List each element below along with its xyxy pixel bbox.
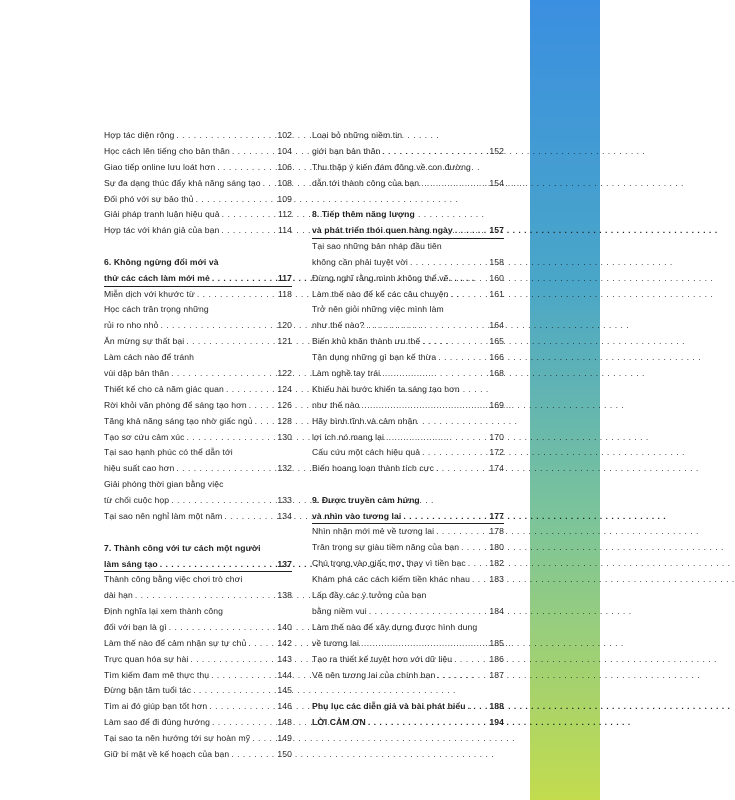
- toc-entry-text: Định nghĩa lại xem thành công: [104, 605, 223, 616]
- toc-entry-title: Tạo sơ cứu cảm xúc: [104, 431, 185, 442]
- toc-entry: [104, 668, 292, 684]
- toc-entry-title: dài hạn: [104, 590, 133, 601]
- dot-leader: [212, 715, 275, 731]
- toc-entry: [104, 176, 292, 192]
- toc-entry-title: rủi ro nho nhỏ: [104, 320, 159, 331]
- toc-entry-title: Tìm kiếm đam mê thực thụ: [104, 669, 210, 680]
- dot-leader: [368, 715, 488, 731]
- toc-page-number: 185: [489, 637, 504, 648]
- toc-entry-title: Giải pháp tranh luận hiệu quả: [104, 209, 220, 220]
- toc-entry: [104, 144, 292, 160]
- toc-entry-title: thử các cách làm mới mẻ: [104, 273, 210, 284]
- toc-page-number: 122: [277, 367, 292, 378]
- toc-page-number: 132: [277, 463, 292, 474]
- toc-entry-title: không cần phải tuyệt vời: [312, 256, 408, 267]
- toc-entry: [104, 461, 292, 477]
- chapter-title-entry: [312, 223, 504, 239]
- toc-entry: [104, 398, 292, 414]
- toc-page-number: 164: [489, 320, 504, 331]
- toc-entry: [312, 445, 504, 461]
- toc-entry: [104, 382, 292, 398]
- toc-page-number: 140: [277, 621, 292, 632]
- dot-leader: [160, 318, 275, 334]
- dot-leader: [455, 223, 488, 239]
- toc-entry: [104, 334, 292, 350]
- toc-page-number: 137: [277, 558, 292, 569]
- toc-entry: [312, 176, 504, 192]
- toc-entry: [312, 556, 504, 572]
- toc-entry: [104, 287, 292, 303]
- toc-entry-title: Làm thế nào để kể các câu chuyện: [312, 288, 449, 299]
- toc-entry: [312, 430, 504, 446]
- dot-leader: [222, 207, 276, 223]
- toc-entry: [104, 588, 292, 604]
- toc-entry-title: Khám phá các cách kiếm tiền khác nhau: [312, 574, 470, 585]
- toc-page-number: 126: [277, 399, 292, 410]
- toc-page-number: 108: [277, 177, 292, 188]
- toc-page-number: 184: [489, 605, 504, 616]
- toc-entry-title: như thế nào?: [312, 320, 365, 331]
- dot-leader: [217, 160, 275, 176]
- toc-page-number: 104: [277, 145, 292, 156]
- toc-page-number: 102: [277, 130, 292, 140]
- toc-entry: [312, 524, 504, 540]
- toc-entry-text: Hãy bình tĩnh và cảm nhận: [312, 415, 418, 426]
- toc-entry-title: Giữ bí mật về kế hoạch của bạn: [104, 748, 230, 759]
- toc-entry: [104, 207, 292, 223]
- dot-leader: [382, 366, 487, 382]
- toc-entry-title: Đừng nghĩ rằng mình không thể vẽ: [312, 272, 449, 283]
- toc-entry-title: Tạo ra thiết kế tuyệt hơn với dữ liệu: [312, 653, 453, 664]
- dot-leader: [383, 144, 488, 160]
- toc-entry-title: Tìm ai đó giúp bạn tốt hơn: [104, 701, 208, 712]
- dot-leader: [248, 636, 275, 652]
- toc-entry-title: Vẽ nên tương lai của chính bạn: [312, 669, 436, 680]
- toc-entry-text: Tại sao những bản nháp đầu tiên: [312, 240, 442, 251]
- toc-entry-title: Miễn dịch với khước từ: [104, 288, 195, 299]
- dot-leader: [252, 731, 275, 747]
- toc-page-number: 170: [489, 431, 504, 442]
- toc-page-number: 144: [277, 669, 292, 680]
- toc-entry-title: Trân trọng sự giàu tiềm năng của bạn: [312, 542, 460, 553]
- toc-page-number: 169: [489, 399, 504, 410]
- toc-page-number: 117: [277, 273, 292, 284]
- chapter-title-entry: [312, 509, 504, 525]
- chapter-title-entry: [104, 557, 292, 573]
- dot-leader: [212, 271, 276, 287]
- dot-leader: [226, 382, 275, 398]
- toc-page-number: 148: [277, 717, 292, 728]
- toc-page-number: 149: [277, 733, 292, 744]
- toc-entry: [312, 350, 504, 366]
- toc-entry-title: Biến hoang loạn thành tích cực: [312, 463, 434, 474]
- toc-page-number: 145: [277, 685, 292, 696]
- dot-leader: [454, 652, 487, 668]
- toc-page-number: 157: [489, 225, 504, 236]
- toc-entry-text: Khiếu hài hước khiến ta sáng tạo hơn: [312, 383, 460, 394]
- toc-page-number: 152: [489, 145, 504, 156]
- toc-entry-title: Phụ lục các diễn giả và bài phát biểu: [312, 701, 466, 712]
- toc-entry-title: như thế nào: [312, 399, 360, 410]
- toc-entry-title: Trực quan hóa sự hài: [104, 653, 189, 664]
- toc-page-number: 168: [489, 367, 504, 378]
- toc-entry-title: Rời khỏi văn phòng để sáng tạo hơn: [104, 399, 247, 410]
- toc-entry-title: lợi ích nó mang lại: [312, 431, 385, 442]
- toc-entry: [312, 271, 504, 287]
- dot-leader: [221, 223, 276, 239]
- toc-page-number: 187: [489, 669, 504, 680]
- toc-entry-title: và phát triển thói quen hàng ngày: [312, 225, 453, 236]
- dot-leader: [422, 334, 487, 350]
- dot-leader: [366, 318, 487, 334]
- toc-page-number: 130: [277, 431, 292, 442]
- dot-leader: [263, 176, 276, 192]
- toc-page-number: 133: [277, 495, 292, 506]
- toc-entry-title: Chú trọng vào giấc mơ, thay vì tiền bạc: [312, 558, 466, 569]
- toc-page-number: 138: [277, 590, 292, 601]
- toc-entry: [312, 334, 504, 350]
- toc-entry: [104, 430, 292, 446]
- toc-entry-text: Loại bỏ những niềm tin: [312, 130, 403, 140]
- toc-entry: [104, 223, 292, 239]
- toc-entry: [104, 318, 292, 334]
- toc-page-number: 161: [489, 288, 504, 299]
- dot-leader: [421, 176, 487, 192]
- toc-entry: [312, 668, 504, 684]
- toc-page-number: 146: [277, 701, 292, 712]
- toc-entry-title: vùi dập bản thân: [104, 367, 170, 378]
- toc-entry: [104, 192, 292, 208]
- toc-page-number: 172: [489, 447, 504, 458]
- dot-leader: [437, 668, 487, 684]
- section-gap: [312, 192, 504, 208]
- toc-entry-text: Trở nên giỏi những việc mình làm: [312, 304, 444, 315]
- toc-page-number: 188: [489, 701, 504, 712]
- section-gap: [104, 239, 292, 255]
- toc-entry: [104, 747, 292, 763]
- toc-entry: [312, 144, 504, 160]
- toc-page-number: 174: [489, 463, 504, 474]
- toc-page-number: 128: [277, 415, 292, 426]
- toc-entry-title: bằng niềm vui: [312, 605, 367, 616]
- toc-page-number: 134: [277, 510, 292, 521]
- toc-column-left: [104, 128, 292, 763]
- toc-page-number: 160: [489, 272, 504, 283]
- toc-entry-title: Hợp tác diện rộng: [104, 130, 175, 140]
- toc-entry-title: dẫn tới thành công của bạn: [312, 177, 420, 188]
- section-gap: [312, 683, 504, 699]
- toc-entry-title: Làm nghề tay trái: [312, 367, 381, 378]
- toc-entry-title: Biến khủ khăn thành ưu thế: [312, 336, 421, 347]
- dot-leader: [171, 366, 275, 382]
- chapter-heading: 8. Tiếp thêm năng lượng: [312, 209, 415, 220]
- toc-entry-title: từ chối cuộc họp: [104, 495, 170, 506]
- chapter-title-entry: [312, 715, 504, 731]
- section-gap: [104, 525, 292, 541]
- dot-leader: [472, 572, 487, 588]
- toc-entry-title: Học cách lên tiếng cho bản thân: [104, 145, 230, 156]
- toc-entry-title: Hợp tác với khán giả của bạn: [104, 225, 220, 236]
- toc-entry-title: Tại sao ta nên hướng tới sự hoàn mỹ: [104, 733, 251, 744]
- toc-page-number: 112: [278, 209, 292, 220]
- toc-entry-title: và nhìn vào tương lai: [312, 510, 402, 521]
- toc-entry-title: giới hạn bản thân: [312, 145, 381, 156]
- dot-leader: [171, 493, 275, 509]
- toc-entry-title: Đừng bận tâm tuổi tác: [104, 685, 192, 696]
- dot-leader: [160, 557, 276, 573]
- toc-entry-title: làm sáng tạo: [104, 558, 158, 569]
- toc-entry: [104, 652, 292, 668]
- toc-entry-text: Tại sao hạnh phúc có thể dẫn tới: [104, 447, 233, 458]
- toc-page-number: 114: [278, 225, 292, 236]
- toc-page-number: 150: [277, 748, 292, 759]
- dot-leader: [468, 556, 488, 572]
- section-gap: [312, 477, 504, 493]
- chapter-title-entry: [312, 699, 504, 715]
- toc-entry-title: Tăng khả năng sáng tạo nhờ giấc ngủ: [104, 415, 253, 426]
- toc-entry: [104, 636, 292, 652]
- toc-entry-title: Thiết kế cho cả năm giác quan: [104, 383, 224, 394]
- toc-entry-title: Cấu cứu một cách hiệu quả: [312, 447, 421, 458]
- toc-entry-title: đối với bạn là gì: [104, 621, 167, 632]
- dot-leader: [197, 287, 276, 303]
- dot-leader: [231, 747, 275, 763]
- dot-leader: [169, 620, 276, 636]
- toc-entry-title: Nhìn nhận mới mẻ về tương lai: [312, 526, 435, 537]
- toc-entry: [312, 255, 504, 271]
- chapter-heading: 7. Thành công với tư cách một người: [104, 542, 261, 553]
- toc-entry: [312, 572, 504, 588]
- toc-page-number: 143: [277, 653, 292, 664]
- dot-leader: [190, 652, 275, 668]
- toc-entry: [104, 128, 292, 144]
- toc-entry: [104, 715, 292, 731]
- toc-column-right: [312, 128, 504, 731]
- dot-leader: [361, 398, 487, 414]
- toc-page-number: 154: [489, 177, 504, 188]
- dot-leader: [468, 699, 488, 715]
- chapter-title-entry: [104, 271, 292, 287]
- toc-entry: [312, 652, 504, 668]
- toc-entry-title: Làm thế nào để cảm nhận sự tự chủ: [104, 637, 247, 648]
- toc-entry: [312, 366, 504, 382]
- toc-entry-title: Tại sao nên nghỉ làm một năm: [104, 510, 223, 521]
- toc-page-number: 120: [277, 320, 292, 331]
- toc-entry-text: Làm cách nào để tránh: [104, 352, 195, 363]
- toc-entry: [104, 160, 292, 176]
- toc-page-number: 124: [277, 383, 292, 394]
- toc-page-number: 118: [278, 288, 292, 299]
- dot-leader: [422, 445, 487, 461]
- dot-leader: [224, 509, 275, 525]
- toc-page-number: 183: [489, 574, 504, 585]
- toc-entry: [104, 731, 292, 747]
- dot-leader: [196, 192, 276, 208]
- toc-entry-title: Ăn mừng sự thất bại: [104, 336, 185, 347]
- toc-page-number: 109: [277, 193, 292, 204]
- dot-leader: [436, 461, 487, 477]
- toc-page-number: 121: [277, 336, 292, 347]
- dot-leader: [451, 287, 488, 303]
- dot-leader: [232, 144, 275, 160]
- toc-entry: [312, 540, 504, 556]
- dot-leader: [369, 604, 488, 620]
- dot-leader: [249, 398, 276, 414]
- dot-leader: [403, 509, 487, 525]
- toc-entry: [312, 604, 504, 620]
- toc-page-number: 142: [277, 637, 292, 648]
- chapter-heading: 6. Không ngừng đổi mới và: [104, 257, 219, 268]
- toc-page-number: 165: [489, 336, 504, 347]
- toc-entry-text: Lấp đầy các ý tưởng của bạn: [312, 590, 427, 601]
- toc-entry-text: Học cách trân trọng những: [104, 304, 209, 315]
- toc-page-number: 166: [489, 352, 504, 363]
- dot-leader: [211, 668, 275, 684]
- toc-entry-text: Giải phóng thời gian bằng việc: [104, 479, 224, 490]
- toc-entry: [104, 620, 292, 636]
- dot-leader: [187, 430, 276, 446]
- toc-entry-text: Thu thập ý kiến đám đông về con đường: [312, 161, 471, 172]
- toc-page-number: 194: [489, 717, 504, 728]
- toc-entry: [312, 287, 504, 303]
- toc-page-number: 178: [489, 526, 504, 537]
- toc-page-number: 158: [489, 256, 504, 267]
- toc-page-number: 106: [277, 161, 292, 172]
- dot-leader: [135, 588, 275, 604]
- toc-entry: [312, 318, 504, 334]
- toc-entry-title: Tận dụng những gì bạn kế thừa: [312, 352, 437, 363]
- toc-entry: [104, 493, 292, 509]
- dot-leader: [436, 524, 487, 540]
- toc-entry-title: Giao tiếp online lưu loát hơn: [104, 161, 216, 172]
- toc-entry: [312, 461, 504, 477]
- dot-leader: [438, 350, 487, 366]
- dot-leader: [451, 271, 488, 287]
- toc-entry-text: Làm thế nào để xây dựng được hình dung: [312, 621, 478, 632]
- toc-entry: [104, 414, 292, 430]
- dot-leader: [386, 430, 487, 446]
- dot-leader: [209, 699, 275, 715]
- toc-entry-title: về tương lai: [312, 637, 359, 648]
- toc-entry: [104, 509, 292, 525]
- dot-leader: [176, 128, 275, 144]
- dot-leader: [193, 683, 275, 699]
- toc-entry: [312, 398, 504, 414]
- toc-entry: [312, 636, 504, 652]
- chapter-heading: 9. Được truyền cảm hứng: [312, 495, 420, 506]
- dot-leader: [461, 540, 487, 556]
- toc-entry-title: LỜI CẢM ƠN: [312, 717, 366, 728]
- toc-page-number: 182: [489, 558, 504, 569]
- dot-leader: [176, 461, 275, 477]
- toc-entry: [104, 699, 292, 715]
- dot-leader: [255, 414, 276, 430]
- dot-leader: [410, 255, 487, 271]
- toc-entry: [104, 683, 292, 699]
- toc-entry-title: hiệu suất cao hơn: [104, 463, 175, 474]
- toc-entry-title: Sự đa dạng thúc đẩy khả năng sáng tạo: [104, 177, 261, 188]
- toc-page-number: 177: [489, 510, 504, 521]
- toc-entry-text: Thành công bằng việc chơi trò chơi: [104, 574, 243, 585]
- dot-leader: [361, 636, 487, 652]
- toc-entry-title: Đối phó với sự bảo thủ: [104, 193, 194, 204]
- dot-leader: [186, 334, 275, 350]
- toc-entry: [104, 366, 292, 382]
- toc-page-number: 186: [489, 653, 504, 664]
- toc-entry-title: Làm sao để đi đúng hướng: [104, 717, 211, 728]
- toc-page-number: 180: [489, 542, 504, 553]
